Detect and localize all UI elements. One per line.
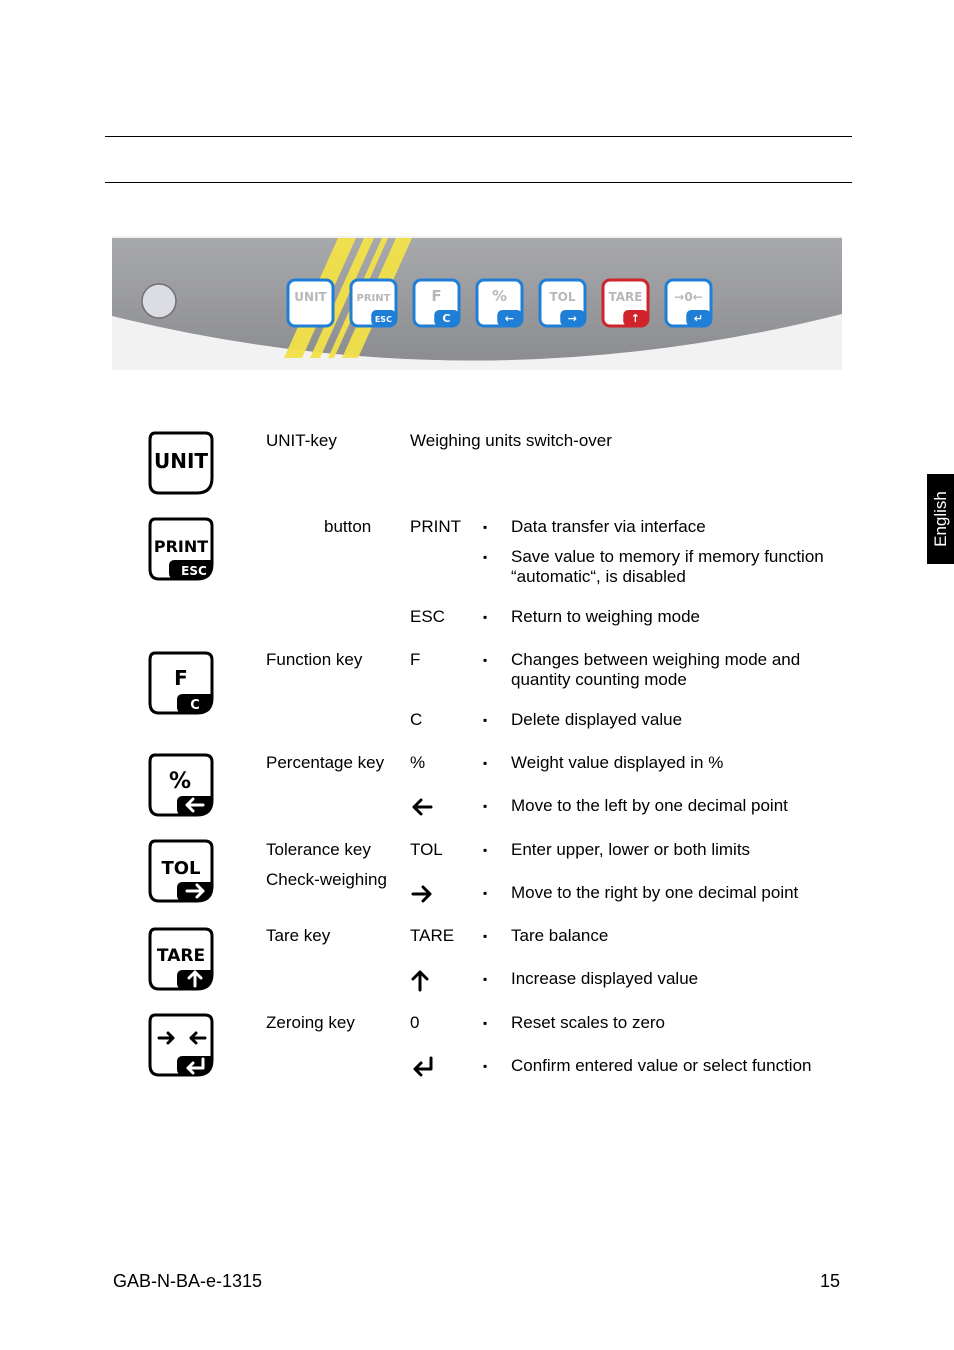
unit-key-icon-text: UNIT (153, 449, 209, 473)
bullet: ▪ (483, 520, 488, 534)
right-arrow-icon (410, 884, 434, 909)
power-indicator (142, 284, 176, 318)
bullet: ▪ (483, 972, 488, 986)
print-code: PRINT (410, 517, 461, 536)
left-arrow-desc: Move to the left by one decimal point (511, 796, 788, 815)
panel-key-6-top: →0← (674, 290, 703, 304)
print-desc-2-line2: “automatic“, is disabled (511, 567, 686, 586)
tare-key-icon (147, 926, 215, 992)
print-desc-2-line1: Save value to memory if memory function (511, 547, 824, 566)
tare-key-name: Tare key (266, 926, 331, 945)
panel-key-6-bottom: ↵ (693, 312, 704, 325)
percentage-key-name: Percentage key (266, 753, 385, 772)
tol-key-icon-text: TOL (161, 858, 201, 879)
percentage-key-icon (147, 752, 215, 818)
f-key-icon-text: F (174, 666, 188, 690)
up-arrow-icon (410, 968, 430, 997)
panel-key-2-bottom: C (442, 312, 451, 325)
document-id: GAB-N-BA-e-1315 (113, 1271, 263, 1291)
bullet: ▪ (483, 843, 488, 857)
esc-key-icon-text: ESC (181, 564, 207, 578)
header-rule-bottom (105, 182, 852, 183)
print-key-icon-text: PRINT (153, 537, 209, 556)
panel-key-4 (540, 280, 585, 326)
panel-key-5-bottom: ↑ (630, 312, 641, 325)
check-weighing-label: Check-weighing (266, 870, 387, 889)
bullet: ▪ (483, 610, 488, 624)
zero-key-icon (147, 1012, 215, 1078)
function-key-name: Function key (266, 650, 363, 669)
bullet: ▪ (483, 929, 488, 943)
up-arrow-desc: Increase displayed value (511, 969, 699, 988)
language-tab (927, 474, 954, 564)
tolerance-key-name: Tolerance key (266, 840, 371, 859)
bullet: ▪ (483, 886, 488, 900)
bullet: ▪ (483, 1016, 488, 1030)
enter-icon (410, 1056, 436, 1083)
language-tab-label: English (930, 491, 950, 547)
unit-key-icon (147, 430, 215, 496)
panel-key-0-top: UNIT (294, 290, 327, 304)
bullet: ▪ (483, 713, 488, 727)
zero-code: 0 (410, 1013, 420, 1032)
panel-key-3-top: % (491, 287, 508, 305)
bullet: ▪ (483, 756, 488, 770)
f-code: F (410, 650, 421, 669)
percent-code: % (410, 753, 426, 772)
keypad-panel-illustration (112, 236, 842, 370)
panel-key-5 (603, 280, 648, 326)
print-key-name: button (324, 517, 372, 536)
c-code: C (410, 710, 423, 729)
function-key-icon (147, 650, 215, 716)
panel-key-2 (414, 280, 459, 326)
f-desc-line1: Changes between weighing mode and (511, 650, 801, 669)
panel-key-1-bottom: ESC (374, 315, 392, 324)
panel-key-6 (666, 280, 711, 326)
bullet: ▪ (483, 799, 488, 813)
panel-key-0 (288, 280, 333, 326)
tare-key-icon-text: TARE (156, 946, 206, 966)
tol-code: TOL (410, 840, 443, 859)
unit-key-name: UNIT-key (266, 431, 337, 450)
esc-desc: Return to weighing mode (511, 607, 701, 626)
tol-desc: Enter upper, lower or both limits (511, 840, 751, 859)
panel-key-4-top: TOL (549, 290, 576, 304)
bullet: ▪ (483, 653, 488, 667)
tare-code: TARE (410, 926, 455, 945)
zero-key-name: Zeroing key (266, 1013, 355, 1032)
page-number: 15 (820, 1271, 841, 1291)
unit-key-desc: Weighing units switch-over (410, 431, 612, 450)
enter-desc: Confirm entered value or select function (511, 1056, 812, 1075)
panel-key-1 (351, 280, 396, 326)
panel-key-5-top: TARE (608, 290, 643, 304)
tare-desc: Tare balance (511, 926, 609, 945)
print-key-icon (147, 516, 215, 582)
percent-key-icon-text: % (168, 769, 192, 794)
bullet: ▪ (483, 1059, 488, 1073)
panel-key-2-top: F (431, 287, 442, 305)
panel-key-3-bottom: ← (504, 312, 515, 325)
c-key-icon-text: C (190, 698, 200, 713)
esc-code: ESC (410, 607, 445, 626)
right-arrow-desc: Move to the right by one decimal point (511, 883, 799, 902)
left-arrow-icon (410, 797, 434, 822)
header-rule-top (105, 136, 852, 137)
c-desc: Delete displayed value (511, 710, 683, 729)
panel-key-3 (477, 280, 522, 326)
tolerance-key-icon (147, 838, 215, 904)
bullet: ▪ (483, 550, 488, 564)
panel-key-1-top: PRINT (356, 293, 391, 304)
f-desc-line2: quantity counting mode (511, 670, 687, 689)
panel-key-4-bottom: → (567, 312, 578, 325)
print-desc-1: Data transfer via interface (511, 517, 706, 536)
percent-desc: Weight value displayed in % (511, 753, 724, 772)
zero-desc: Reset scales to zero (511, 1013, 666, 1032)
